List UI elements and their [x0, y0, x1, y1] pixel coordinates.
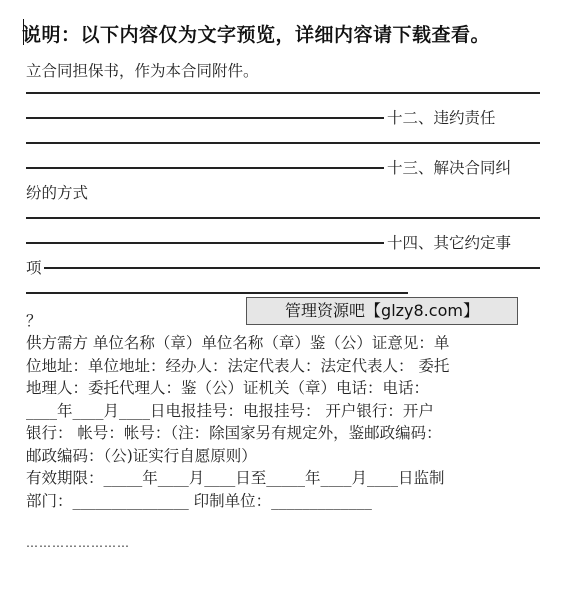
signature-line: 邮政编码：（公)证实行自愿原则）	[26, 446, 257, 465]
signature-line: 部门：_______________ 印制单位：_____________	[26, 491, 372, 510]
ellipsis-dots: ……………………	[26, 536, 130, 550]
question-mark: ？	[26, 312, 42, 330]
signature-line: 有效期限：_____年____月____日至_____年____月____日监制	[26, 469, 445, 487]
fill-line	[26, 117, 384, 119]
fill-line	[26, 167, 384, 169]
preview-notice: 说明：以下内容仅为文字预览，详细内容请下载查看。	[22, 24, 491, 46]
signature-line: 银行： 帐号：帐号：（注：除国家另有规定外，鉴邮政编码：	[26, 424, 442, 442]
fill-line	[26, 142, 540, 144]
section-13-heading-cont: 纷的方式	[26, 184, 89, 202]
intro-text: 立合同担保书，作为本合同附件。	[26, 62, 259, 80]
fill-line	[44, 267, 540, 269]
signature-line: 地理人：委托代理人：鉴（公）证机关（章）电话：电话：	[26, 379, 430, 397]
section-13-heading: 十三、解决合同纠	[387, 159, 512, 177]
source-banner: 管理资源吧【glzy8.com】	[246, 297, 518, 325]
fill-line	[26, 242, 384, 244]
section-12-heading: 十二、违约责任	[387, 109, 496, 127]
fill-line	[26, 217, 540, 219]
section-14-heading-cont: 项	[26, 259, 42, 277]
signature-line: 位地址：单位地址：经办人：法定代表人：法定代表人： 委托	[26, 356, 450, 375]
fill-line	[26, 92, 540, 94]
section-14-heading: 十四、其它约定事	[387, 234, 512, 252]
fill-line	[26, 292, 408, 294]
signature-line: ____年____月____日电报挂号：电报挂号： 开户银行：开户	[26, 401, 434, 420]
signature-line: 供方需方 单位名称（章）单位名称（章）鉴（公）证意见：单	[26, 334, 450, 352]
signature-block	[26, 332, 556, 512]
